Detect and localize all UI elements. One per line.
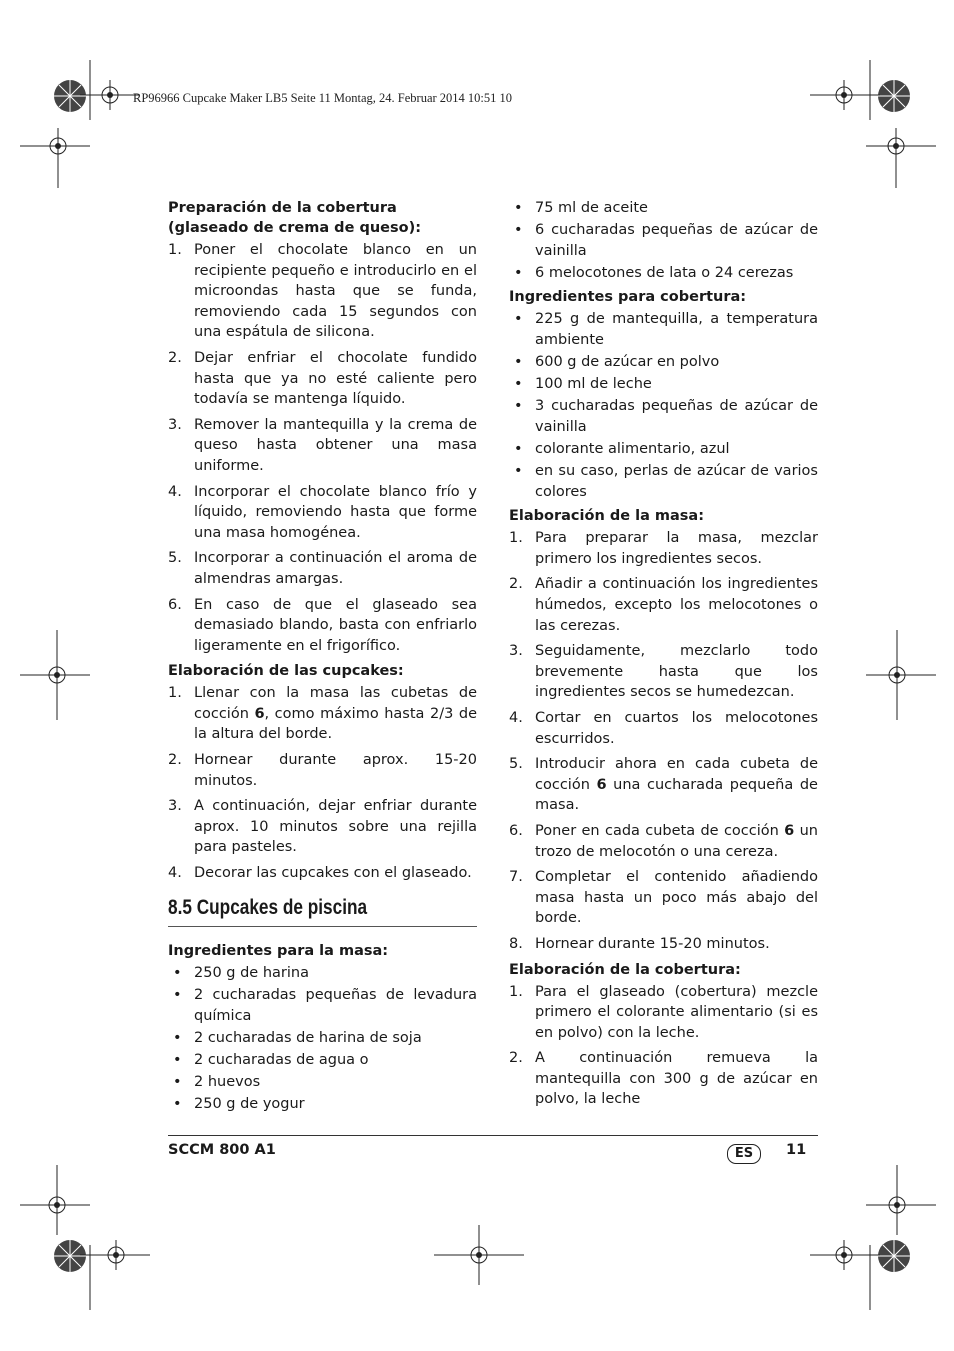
part-number: 6 bbox=[254, 705, 265, 722]
step-number: 4. bbox=[168, 483, 182, 500]
ingredient-text: 250 g de yogur bbox=[194, 1096, 305, 1113]
bullet-icon: • bbox=[514, 264, 523, 281]
list-item bbox=[168, 963, 477, 984]
ingredient-text: 225 g de mantequilla, a temperatura ambiente bbox=[535, 311, 818, 348]
step-number: 3. bbox=[168, 798, 182, 815]
left-column bbox=[168, 198, 477, 1119]
step-number: 1. bbox=[509, 983, 523, 1000]
list-item bbox=[168, 595, 477, 657]
topping-heading-line1: Preparación de la cobertura bbox=[168, 200, 397, 216]
step-text: Introducir ahora en cada cubeta de cocción bbox=[535, 756, 818, 793]
list-item bbox=[168, 482, 477, 544]
dough-ingredients-heading: Ingredientes para la masa: bbox=[168, 943, 389, 960]
step-text: Incorporar el chocolate blanco frío y líquido, removiendo hasta que forme una masa homogénea. bbox=[194, 483, 477, 541]
ingredient-text: 6 cucharadas pequeñas de azúcar de vainilla bbox=[535, 222, 818, 259]
step-text: Dejar enfriar el chocolate fundido hasta que ya no esté caliente pero todavía se mantenga líquido. bbox=[194, 349, 477, 408]
step-number: 2. bbox=[509, 1050, 523, 1067]
list-item bbox=[509, 439, 818, 460]
crosshair-mark-icon bbox=[434, 1225, 524, 1285]
step-text: En caso de que el glaseado sea demasiado blando, basta con enfriarlo ligeramente en el frigorífico. bbox=[194, 596, 477, 654]
section-divider bbox=[168, 926, 477, 927]
bullet-icon: • bbox=[173, 965, 182, 982]
topping-ingredients-list bbox=[509, 309, 818, 502]
step-text: Poner en cada cubeta de cocción bbox=[535, 822, 785, 839]
list-item bbox=[509, 220, 818, 261]
step-text: Completar el contenido añadiendo masa hasta un poco más abajo del borde. bbox=[535, 869, 818, 927]
bullet-icon: • bbox=[173, 987, 182, 1004]
list-item bbox=[168, 750, 477, 791]
bullet-icon: • bbox=[514, 311, 523, 328]
step-number: 2. bbox=[168, 349, 182, 366]
ingredient-text: 250 g de harina bbox=[194, 965, 309, 982]
crosshair-mark-icon bbox=[80, 60, 140, 130]
list-item bbox=[509, 934, 818, 955]
dough-steps-list bbox=[509, 528, 818, 954]
step-text: Incorporar a continuación el aroma de almendras amargas. bbox=[194, 550, 477, 587]
step-text: Decorar las cupcakes con el glaseado. bbox=[194, 865, 472, 882]
crosshair-mark-icon bbox=[810, 60, 880, 130]
ingredient-text: 3 cucharadas pequeñas de azúcar de vainilla bbox=[535, 398, 818, 435]
step-text: Seguidamente, mezclarlo todo brevemente hasta que los ingredientes secos se humedezcan. bbox=[535, 643, 818, 701]
list-item bbox=[168, 348, 477, 410]
step-text: Para el glaseado (cobertura) mezcle primero el colorante alimentario (si es en polvo) con la leche. bbox=[535, 983, 818, 1041]
topping-steps-list bbox=[509, 982, 818, 1111]
step-number: 7. bbox=[509, 869, 523, 886]
list-item bbox=[509, 574, 818, 636]
list-item bbox=[509, 198, 818, 219]
ingredient-text: 2 cucharadas de harina de soja bbox=[194, 1030, 422, 1046]
list-item bbox=[509, 352, 818, 373]
step-number: 2. bbox=[168, 752, 182, 769]
list-item bbox=[168, 985, 477, 1026]
list-item bbox=[168, 1072, 477, 1093]
topping-heading-line2: (glaseado de crema de queso): bbox=[168, 220, 421, 236]
step-text-cont: , como máximo hasta 2/3 de la altura del borde. bbox=[194, 705, 477, 743]
bullet-icon: • bbox=[514, 222, 523, 239]
step-number: 3. bbox=[168, 416, 182, 433]
step-text-cont: un trozo de melocotón o una cereza. bbox=[535, 822, 818, 860]
topping-heading bbox=[168, 198, 477, 238]
step-text: Para preparar la masa, mezclar primero los ingredientes secos. bbox=[535, 530, 818, 567]
crosshair-mark-icon bbox=[866, 630, 936, 720]
ingredient-text: 2 huevos bbox=[194, 1074, 261, 1091]
list-item bbox=[168, 1050, 477, 1071]
list-item bbox=[168, 683, 477, 745]
right-column bbox=[509, 198, 818, 1115]
ingredient-text: 600 g de azúcar en polvo bbox=[535, 354, 720, 371]
list-item bbox=[509, 754, 818, 816]
ingredient-text: 2 cucharadas pequeñas de levadura química bbox=[194, 987, 477, 1024]
bullet-icon: • bbox=[173, 1030, 182, 1046]
ingredient-text: 6 melocotones de lata o 24 cerezas bbox=[535, 264, 794, 281]
crosshair-mark-icon bbox=[20, 630, 90, 720]
step-text-cont: una cucharada pequeña de masa. bbox=[535, 776, 818, 814]
ingredient-text: en su caso, perlas de azúcar de varios colores bbox=[535, 463, 818, 500]
ingredient-text: 75 ml de aceite bbox=[535, 200, 648, 216]
list-item bbox=[509, 396, 818, 437]
list-item bbox=[168, 415, 477, 477]
cupcakes-steps-list bbox=[168, 683, 477, 883]
bullet-icon: • bbox=[514, 398, 523, 415]
bullet-icon: • bbox=[514, 440, 523, 457]
list-item bbox=[509, 1048, 818, 1110]
bullet-icon: • bbox=[514, 200, 523, 216]
step-text: Remover la mantequilla y la crema de queso hasta obtener una masa uniforme. bbox=[194, 416, 477, 474]
step-text: A continuación remueva la mantequilla con 300 g de azúcar en polvo, la leche bbox=[535, 1050, 818, 1108]
list-item bbox=[509, 528, 818, 569]
list-item bbox=[509, 309, 818, 350]
dough-ingredients-list bbox=[168, 963, 477, 1115]
step-number: 6. bbox=[168, 596, 182, 613]
ingredient-text: colorante alimentario, azul bbox=[535, 440, 730, 457]
footer-divider bbox=[168, 1135, 818, 1136]
part-number: 6 bbox=[596, 776, 607, 793]
step-number: 4. bbox=[168, 865, 182, 882]
bullet-icon: • bbox=[514, 463, 523, 480]
step-number: 1. bbox=[509, 530, 523, 547]
list-item bbox=[509, 708, 818, 749]
list-item bbox=[168, 796, 477, 858]
list-item bbox=[509, 867, 818, 929]
step-text: Añadir a continuación los ingredientes húmedos, excepto los melocotones o las cerezas. bbox=[535, 576, 818, 634]
list-item bbox=[509, 982, 818, 1044]
crosshair-mark-icon bbox=[80, 1225, 150, 1310]
language-badge: ES bbox=[727, 1144, 761, 1164]
list-item bbox=[168, 548, 477, 589]
dough-ingredients-cont-list bbox=[509, 198, 818, 283]
ingredient-text: 2 cucharadas de agua o bbox=[194, 1052, 369, 1069]
step-number: 4. bbox=[509, 709, 523, 726]
step-text: A continuación, dejar enfriar durante aprox. 10 minutos sobre una rejilla para pasteles. bbox=[194, 798, 477, 856]
step-text: Hornear durante 15-20 minutos. bbox=[535, 935, 770, 952]
step-text: Hornear durante aprox. 15-20 minutos. bbox=[194, 752, 477, 789]
cupcakes-heading: Elaboración de las cupcakes: bbox=[168, 663, 404, 680]
list-item bbox=[509, 263, 818, 284]
step-text: Poner el chocolate blanco en un recipiente pequeño e introducirlo en el microondas hasta que se funda, removiendo cada 15 segundos con una espátula de silicona. bbox=[194, 242, 477, 341]
step-number: 8. bbox=[509, 935, 523, 952]
step-number: 3. bbox=[509, 643, 523, 660]
bullet-icon: • bbox=[514, 376, 523, 393]
step-text: Llenar con la masa las cubetas de cocción bbox=[194, 685, 477, 722]
list-item bbox=[509, 374, 818, 395]
dough-heading: Elaboración de la masa: bbox=[509, 508, 705, 525]
topping-ingredients-heading: Ingredientes para cobertura: bbox=[509, 289, 747, 306]
topping-heading: Elaboración de la cobertura: bbox=[509, 961, 741, 978]
step-number: 1. bbox=[168, 685, 182, 702]
step-number: 5. bbox=[509, 756, 523, 773]
bullet-icon: • bbox=[173, 1074, 182, 1091]
list-item bbox=[168, 1094, 477, 1115]
bullet-icon: • bbox=[173, 1052, 182, 1069]
step-number: 2. bbox=[509, 576, 523, 593]
list-item bbox=[168, 240, 477, 343]
step-number: 6. bbox=[509, 822, 523, 839]
section-title: 8.5 Cupcakes de piscina bbox=[168, 895, 368, 919]
crosshair-mark-icon bbox=[866, 128, 936, 188]
step-number: 5. bbox=[168, 550, 182, 567]
bullet-icon: • bbox=[173, 1096, 182, 1113]
page-number: 11 bbox=[786, 1142, 807, 1158]
footer-model: SCCM 800 A1 bbox=[168, 1142, 276, 1158]
list-item bbox=[509, 641, 818, 703]
ingredient-text: 100 ml de leche bbox=[535, 376, 652, 393]
list-item bbox=[509, 821, 818, 862]
crosshair-mark-icon bbox=[20, 128, 90, 188]
topping-steps-list bbox=[168, 240, 477, 656]
step-number: 1. bbox=[168, 242, 182, 258]
part-number: 6 bbox=[784, 822, 795, 839]
crosshair-mark-icon bbox=[810, 1225, 880, 1310]
list-item bbox=[509, 461, 818, 502]
step-text: Cortar en cuartos los melocotones escurridos. bbox=[535, 709, 818, 747]
print-header: RP96966 Cupcake Maker LB5 Seite 11 Montag, 24. Februar 2014 10:51 10 bbox=[133, 91, 513, 105]
list-item bbox=[168, 1028, 477, 1049]
list-item bbox=[168, 863, 477, 884]
bullet-icon: • bbox=[514, 354, 523, 371]
